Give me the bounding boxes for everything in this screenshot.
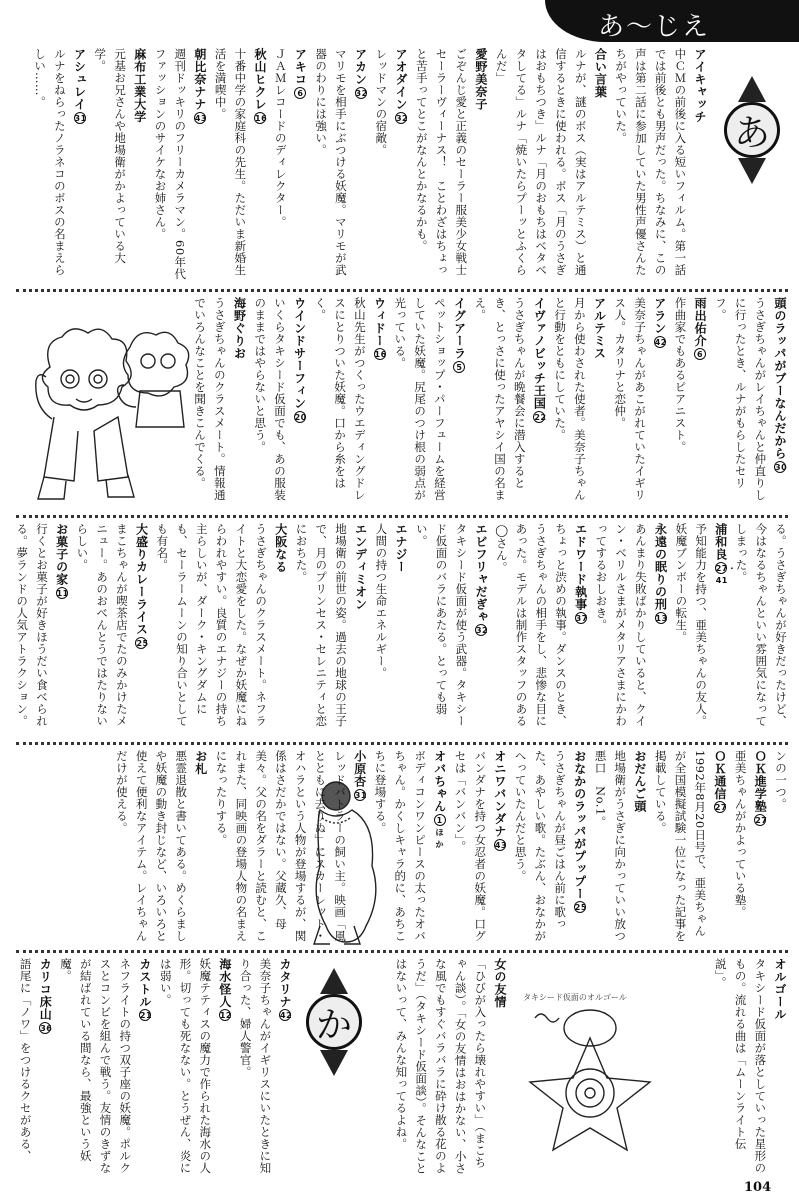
glossary-entry bbox=[491, 523, 591, 736]
episode-number: 16 bbox=[374, 350, 387, 359]
entry-heading: アルテミス bbox=[592, 297, 607, 360]
entry-heading: 女の友情 bbox=[493, 958, 507, 1008]
glossary-entry bbox=[155, 958, 235, 1178]
entry-heading: イヴァノビッチ王国22 bbox=[532, 297, 547, 422]
episode-number: 36 bbox=[40, 1023, 53, 1033]
entry-body: 語尾に「ノワ」をつけるクセがある、 bbox=[18, 958, 33, 1162]
entry-body: 1992年8月20日号で、亜美ちゃんが全国模擬試験一位になった記事を掲載している。 bbox=[653, 750, 708, 942]
entry-heading: 秋山ヒクレ16 bbox=[253, 48, 268, 123]
entry-heading: ウィドー16 bbox=[372, 297, 387, 359]
page-number: 104 bbox=[744, 1180, 772, 1195]
glossary-entry bbox=[249, 297, 309, 509]
entry-heading: 合い言葉 bbox=[593, 48, 608, 98]
entry-heading: アカン32 bbox=[353, 48, 368, 98]
glossary-entry bbox=[90, 48, 150, 283]
glossary-row-4 bbox=[10, 750, 790, 945]
glossary-entry bbox=[510, 750, 590, 945]
episode-number: 25 bbox=[574, 903, 587, 912]
episode-number: 42 bbox=[654, 337, 667, 347]
entry-heading: カリコ床山36 bbox=[38, 958, 53, 1033]
glossary-entry bbox=[211, 750, 370, 945]
kana-badge-ka bbox=[300, 968, 368, 1076]
kana-a-icon: あ bbox=[724, 102, 780, 158]
entry-body: 「ひびが入ったら壊れやすい」（まこちゃん談）。「女の友情はおはかない、小さな風でもすぐバラバラに砕け散る花のようだ」（タキシード仮面談）。そんなことはないって、みんな知ってるよね。 bbox=[394, 958, 488, 1175]
glossary-entry bbox=[671, 523, 737, 736]
entry-heading: お菓子の家11 bbox=[54, 523, 69, 598]
episode-number: 12 bbox=[219, 1011, 232, 1020]
entry-heading: エドワード執事37 bbox=[573, 523, 588, 623]
entry-body: レッドマンの宿敵。 bbox=[374, 48, 389, 156]
glossary-entry bbox=[371, 48, 411, 283]
entry-body: いくらタキシード仮面でも、あの服装のままではやらないと思う。 bbox=[253, 297, 287, 501]
glossary-entry bbox=[15, 958, 55, 1178]
orgel-caption: タキシード仮面のオルゴール bbox=[523, 993, 627, 1002]
glossary-entry bbox=[450, 750, 510, 945]
glossary-text-column bbox=[670, 958, 790, 1178]
entry-body: ネフライトの持つ双子座の妖魔。ポルクスとコンビを組んで戦う。友情のきずなが結ばれている間なら、最強という妖魔。 bbox=[59, 958, 133, 1174]
glossary-entry bbox=[371, 523, 411, 736]
entry-heading: ＯＫ通信27 bbox=[712, 750, 727, 812]
glossary-entry bbox=[310, 297, 390, 509]
episode-number: 20 bbox=[294, 412, 307, 422]
glossary-text-column bbox=[390, 958, 510, 1178]
entry-heading: アラン42 bbox=[652, 297, 667, 347]
entry-body: 地場衛がうさぎに向かっていい放つ悪口 No.1。 bbox=[593, 750, 628, 942]
triangle-down-icon bbox=[738, 158, 766, 184]
entry-heading: 愛野美奈子 bbox=[473, 48, 488, 111]
entry-body: ごぞんじ愛と正義のセーラー服美少女戦士セーラーヴィーナス！ ことわざはちょっと苦手ってとこがなんとかなるかも。 bbox=[414, 48, 469, 276]
episode-number: 5 bbox=[453, 361, 465, 373]
episode-number: 22 bbox=[534, 412, 547, 422]
entry-heading: オルゴール bbox=[773, 958, 787, 1021]
episode-number: 25 bbox=[136, 638, 149, 648]
kana-badge-a bbox=[718, 76, 786, 184]
glossary-entry bbox=[710, 297, 790, 509]
glossary-entry bbox=[590, 750, 650, 945]
kana-ka-icon: か bbox=[306, 994, 362, 1050]
episode-number: 1ほか bbox=[435, 815, 444, 849]
episode-number: 42 bbox=[280, 1011, 293, 1020]
glossary-text-column bbox=[10, 958, 295, 1178]
entry-body: 地場衛の前世の姿。過去の地球の王子で、月のプリンセス・セレニティと恋におちた。 bbox=[294, 523, 348, 727]
episode-number: 6 bbox=[694, 348, 706, 360]
glossary-entry bbox=[491, 48, 610, 283]
entry-heading: 麻布工業大学 bbox=[132, 48, 147, 123]
glossary-entry bbox=[390, 297, 470, 509]
triangle-down-icon bbox=[320, 1050, 348, 1076]
episode-number: 27 bbox=[755, 815, 768, 825]
glossary-entry bbox=[111, 750, 211, 945]
glossary-entry bbox=[235, 958, 295, 1178]
glossary-entry bbox=[391, 958, 510, 1178]
entry-body: まこちゃんが喫茶店でたのみかけたメニュー。あのおべんとうではたりないらしい。 bbox=[75, 523, 129, 727]
entry-body: 美奈子ちゃんがあこがれていたイギリス人。カタリナと恋仲。 bbox=[613, 297, 648, 501]
entry-body: ちょっと渋めの執事。ダンスのとき、うさぎちゃんの相手をし、悲惨な目にあった。モデルは制作スタッフのある◯さん。 bbox=[494, 523, 568, 727]
entry-body: ボディコンワンピースの太ったオバちゃん。かくしキャラ的に、あちこちに登場する。 bbox=[373, 750, 428, 942]
glossary-entry bbox=[291, 523, 371, 736]
entry-body: 秋山先生がつくったウエディングドレスにとりついた妖魔。口から糸をはく。 bbox=[313, 297, 367, 501]
entry-body: 予知能力を持つ、亜美ちゃんの友人。妖魔ブンボーの転生。 bbox=[674, 523, 709, 727]
glossary-entry bbox=[650, 750, 730, 945]
entry-heading: イグアーラ5 bbox=[452, 297, 467, 372]
entry-heading: 浦和良27・41 bbox=[713, 523, 737, 585]
entry-body: ペットショップ・パーフュームを経営していた妖魔。尻尾のつけ根の弱点が光っている。 bbox=[393, 297, 447, 501]
entry-body: 美奈子ちゃんがイギリスにいたときに知り合った、婦人警官。 bbox=[238, 958, 273, 1174]
entry-body: 妖魔テティスの魔力で作られた海水の人形。切っても死なない。とうぜん、炎には弱い。 bbox=[158, 958, 213, 1174]
glossary-entry bbox=[710, 958, 790, 1178]
entry-heading: アキコ6 bbox=[293, 48, 308, 98]
episode-number: 16 bbox=[255, 113, 268, 123]
section-tab-label: あ〜じえ bbox=[598, 12, 711, 42]
entry-heading: 海野ぐりお bbox=[232, 297, 247, 360]
entry-heading: 大阪なる bbox=[273, 523, 288, 573]
entry-body: ＪＡＭレコードのディレクター。 bbox=[273, 48, 288, 228]
entry-body: うさぎちゃんのクラスメート。ネフライトと大恋愛をした。なぜか妖魔にねらわれやすい。良質のエナジーの持ち主らしいが、ダーク・キングダムにも、セーラームーンの知り合いとしても有名。 bbox=[155, 523, 269, 727]
entry-heading: 小原杏31 bbox=[352, 750, 367, 800]
glossary-entry bbox=[310, 48, 370, 283]
glossary-entry bbox=[770, 750, 790, 945]
entry-body: 中ＣＭの前後に入る短いフィルム。第一話では前後とも男声だった。ちなみに、この声は第二話に参加していた男性声優さんたちがやっていた。 bbox=[614, 48, 688, 276]
episode-number: 11 bbox=[56, 588, 69, 598]
glossary-text-column bbox=[10, 48, 710, 283]
glossary-text-column bbox=[10, 523, 790, 736]
glossary-entry bbox=[151, 523, 290, 736]
entry-heading: ウインドサーフィン20 bbox=[292, 297, 307, 422]
entry-heading: お札 bbox=[193, 750, 208, 775]
glossary-row-2 bbox=[10, 297, 790, 509]
glossary-row-3 bbox=[10, 523, 790, 736]
triangle-up-icon bbox=[738, 76, 766, 102]
dotted-separator bbox=[16, 950, 788, 953]
glossary-entry bbox=[55, 958, 155, 1178]
glossary-entry bbox=[29, 48, 89, 283]
dotted-separator bbox=[16, 742, 788, 745]
entry-body: 人間の持つ生命エネルギー。 bbox=[374, 523, 389, 679]
episode-number: 30 bbox=[775, 462, 788, 472]
entry-body: バンダナを持つ女忍者の妖魔。口グセは「バンバン」。 bbox=[453, 750, 488, 942]
entry-body: うさぎちゃんのクラスメート。情報通でいろんなことを聞きこんでくる。 bbox=[193, 297, 227, 501]
entry-heading: エナジー bbox=[394, 523, 409, 573]
episode-number: 31 bbox=[354, 790, 367, 800]
entry-body: うさぎちゃんが晩餐会に潜入するとき、とっさに使ったアヤシイ国の名まえ。 bbox=[473, 297, 527, 501]
entry-heading: 海水怪人12 bbox=[217, 958, 232, 1020]
entry-heading: エビフリャだぎゃ32 bbox=[473, 523, 489, 635]
glossary-entry bbox=[549, 297, 609, 509]
glossary-entry bbox=[731, 523, 790, 736]
entry-heading: オバちゃん1ほか bbox=[432, 750, 447, 849]
glossary-row-5 bbox=[10, 958, 790, 1178]
entry-body: タキシード仮面が落としていった星形のもの。流れる曲は「ムーンライト伝説」。 bbox=[713, 958, 768, 1174]
episode-number: 6 bbox=[294, 87, 306, 99]
triangle-up-icon bbox=[320, 968, 348, 994]
entry-body: マリモを相手にぶつける妖魔。マリモが武器のわりには強い。 bbox=[314, 48, 348, 276]
glossary-entry bbox=[591, 523, 671, 736]
glossary-entry bbox=[210, 48, 270, 283]
entry-body: 亜美ちゃんがかよっている塾。 bbox=[733, 750, 748, 918]
entry-heading: カタリナ42 bbox=[278, 958, 293, 1020]
episode-number: 13 bbox=[655, 613, 668, 623]
entry-body: 行くとお菓子が好きほうだい食べられる。夢ランドの人気アトラクション。 bbox=[15, 523, 49, 727]
entry-heading: 大盛りカレーライス25 bbox=[134, 523, 149, 648]
glossary-entry bbox=[469, 297, 549, 509]
glossary-text-column bbox=[193, 297, 790, 509]
glossary-entry bbox=[370, 750, 450, 945]
entry-body: ルナをねらったノラネコのボスの名まえらしい……。 bbox=[33, 48, 67, 276]
glossary-text-column bbox=[10, 750, 790, 945]
entry-heading: 朝比奈ナナ43 bbox=[192, 48, 207, 123]
entry-heading: 雨出佑介6 bbox=[693, 297, 708, 359]
entry-heading: 永遠の眠りの刑13 bbox=[653, 523, 668, 623]
glossary-entry bbox=[411, 48, 491, 283]
entry-heading: アイキャッチ bbox=[693, 48, 707, 123]
entry-body: レッドバトラーの飼い主。映画「風とともに去りぬ」にスカーレット・オハラという人物が登場するが、関係はさだかではない。父蔵久、母美々。父の名をダラーと読むと、これまた、同映画の登場人物の名まえになったりする。 bbox=[214, 750, 348, 942]
episode-number: 37 bbox=[575, 613, 588, 623]
episode-number: 43 bbox=[194, 113, 207, 123]
episode-number: 43 bbox=[494, 840, 507, 850]
entry-body: 元基お兄さんや地場衛がかよっている大学。 bbox=[93, 48, 128, 264]
glossary-entry bbox=[11, 523, 71, 736]
entry-heading: エンディミオン bbox=[353, 523, 368, 611]
glossary-entry bbox=[730, 750, 770, 945]
entry-body: 悪霊退散と書いてある。めくらましや妖魔の動き封じなど、いろいろと使えて便利なアイテム。レイちゃんだけが使える。 bbox=[114, 750, 189, 942]
glossary-entry bbox=[150, 48, 210, 283]
entry-body: あんまり失敗ばかりしていると、クイン・ベリルさまがメタリアさまにかわってするおしおき。 bbox=[594, 523, 648, 727]
episode-number: 32 bbox=[395, 113, 409, 123]
dotted-separator bbox=[16, 289, 788, 292]
glossary-entry bbox=[189, 297, 249, 509]
entry-heading: アオダイン32 bbox=[393, 48, 409, 123]
episode-number: 27・41 bbox=[715, 563, 737, 585]
entry-body: タキシード仮面が使う武器。タキシード仮面のバラにあたる。とっても弱い。 bbox=[414, 523, 469, 727]
episode-number: 31 bbox=[74, 113, 87, 123]
episode-number: 32 bbox=[475, 626, 489, 635]
entry-body: ンの一つ。 bbox=[774, 750, 788, 810]
music-box-illustration bbox=[515, 978, 665, 1168]
entry-body: 週刊ドッキリのフリーカメラマン。60年代ファッションのサイケなお姉さん。 bbox=[153, 48, 188, 280]
entry-body: 十番中学の家庭科の先生。ただいま新婚生活を満喫中。 bbox=[213, 48, 248, 276]
entry-heading: 頭のラッパがブーなんだから30 bbox=[773, 297, 788, 472]
entry-body: 作曲家でもあるピアニスト。 bbox=[673, 297, 688, 453]
entry-body: 月から使わされた使者。美奈子ちゃんと行動をともにしていた。 bbox=[553, 297, 587, 501]
glossary-entry bbox=[610, 297, 670, 509]
glossary-entry bbox=[610, 48, 710, 283]
episode-number: 27 bbox=[714, 803, 727, 812]
entry-heading: おだんご頭 bbox=[632, 750, 647, 813]
entry-body: うさぎちゃんが昼ごはん前に歌った、あやしい歌。たぶん、おなかがへっていたんだと思う。 bbox=[513, 750, 568, 942]
episode-number: 21 bbox=[139, 1011, 153, 1020]
entry-body: る。うさぎちゃんが好きだったけど、今はなるちゃんといい雰囲気になってしまった。 bbox=[734, 523, 788, 727]
glossary-entry bbox=[411, 523, 491, 736]
glossary-entry bbox=[670, 297, 710, 509]
character-sketch-illustration bbox=[10, 327, 200, 507]
entry-heading: カストル21 bbox=[137, 958, 153, 1020]
glossary-entry bbox=[72, 523, 152, 736]
episode-number: 32 bbox=[355, 88, 368, 98]
entry-body: ルナが、謎のボス（実はアルテミス）と通信するときに使われる。ボス「月のうさぎはおもちつき」ルナ「月のおもちはベタベタしてる」ルナ「焼いたらプーッとふくらんだ」 bbox=[494, 48, 588, 276]
glossary-row-1 bbox=[10, 48, 790, 283]
dotted-separator bbox=[16, 515, 788, 518]
entry-heading: ＯＫ進学塾27 bbox=[753, 750, 768, 825]
entry-heading: オニワバンダナ43 bbox=[492, 750, 507, 850]
entry-body: うさぎちゃんがレイちゃんと仲直りしに行ったとき、ルナがもらしたセリフ。 bbox=[713, 297, 768, 501]
entry-heading: おなかのラッパがプップー25 bbox=[572, 750, 587, 912]
entry-heading: アシュレイ31 bbox=[72, 48, 87, 123]
glossary-entry bbox=[270, 48, 310, 283]
